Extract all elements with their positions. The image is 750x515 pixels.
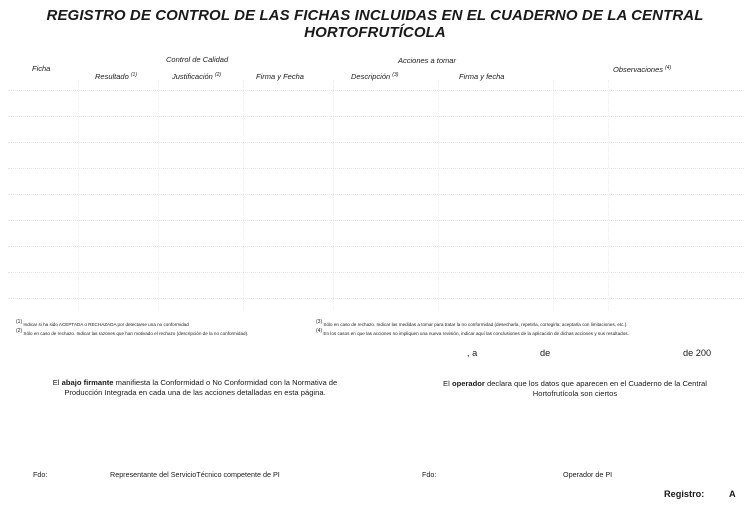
- date-year-label: de 200: [683, 348, 712, 358]
- date-place-label: , a: [467, 348, 478, 358]
- column-header-resultado: Resultado $^{(1)}$: [95, 72, 137, 81]
- column-header-observaciones: Observaciones $^{(4)}$: [613, 65, 672, 74]
- group-header-control-calidad: Control de Calidad: [166, 55, 229, 64]
- footnote-4: $^{(4)}$ En los casos en que las acciones no impliquen una nueva revisión, indicar aquí las conclusiones de la aplicación de dichas acciones y sus resultados.: [316, 328, 629, 336]
- group-header-acciones: Acciones a tomar: [398, 56, 456, 65]
- column-header-firma-fecha-acciones: Firma y fecha: [459, 72, 505, 81]
- signature-role-left: Representante del ServicioTécnico competente de PI: [110, 470, 280, 479]
- page-title: REGISTRO DE CONTROL DE LAS FICHAS INCLUIDAS EN EL CUADERNO DE LA CENTRAL: [46, 7, 704, 24]
- footnote-1: $^{(1)}$ Indicar si ha sido ACEPTADA o RECHAZADA por detectarse una no conformidad: [16, 319, 189, 327]
- footnote-2: $^{(2)}$ Sólo en caso de rechazo. Indicar las razones que han motivado el rechazo (descripción de la no conformidad).: [16, 328, 249, 336]
- column-header-descripcion: Descripción $^{(3)}$: [351, 72, 399, 81]
- date-month-label: de: [540, 348, 551, 358]
- column-header-firma-fecha-control: Firma y Fecha: [256, 72, 304, 81]
- left-statement: El abajo firmante manifiesta la Conformidad o No Conformidad con la Normativa de Producción Integrada en cada una de las acciones detalladas en esta página.: [52, 378, 338, 397]
- signature-fdo-right: Fdo:: [422, 470, 437, 479]
- column-header-justificacion: Justificación $^{(2)}$: [172, 72, 222, 81]
- footnote-3: $^{(3)}$ Sólo en caso de rechazo. Indicar las medidas a tomar para tratar la no conformidad (desecharla, repetirla, corregirla; aceptarla con limitaciones, etc.).: [316, 319, 628, 327]
- registro-value: A: [729, 489, 736, 499]
- signature-fdo-left: Fdo:: [33, 470, 48, 479]
- signature-role-right: Operador de PI: [563, 470, 613, 479]
- registro-label: Registro:: [664, 489, 705, 499]
- table-body-area: [8, 80, 744, 310]
- column-header-ficha: Ficha: [32, 64, 51, 73]
- page-title-line-2: HORTOFRUTÍCOLA: [304, 24, 446, 41]
- right-statement: El operador declara que los datos que aparecen en el Cuaderno de la Central Hortofrutícola son ciertos: [443, 379, 707, 398]
